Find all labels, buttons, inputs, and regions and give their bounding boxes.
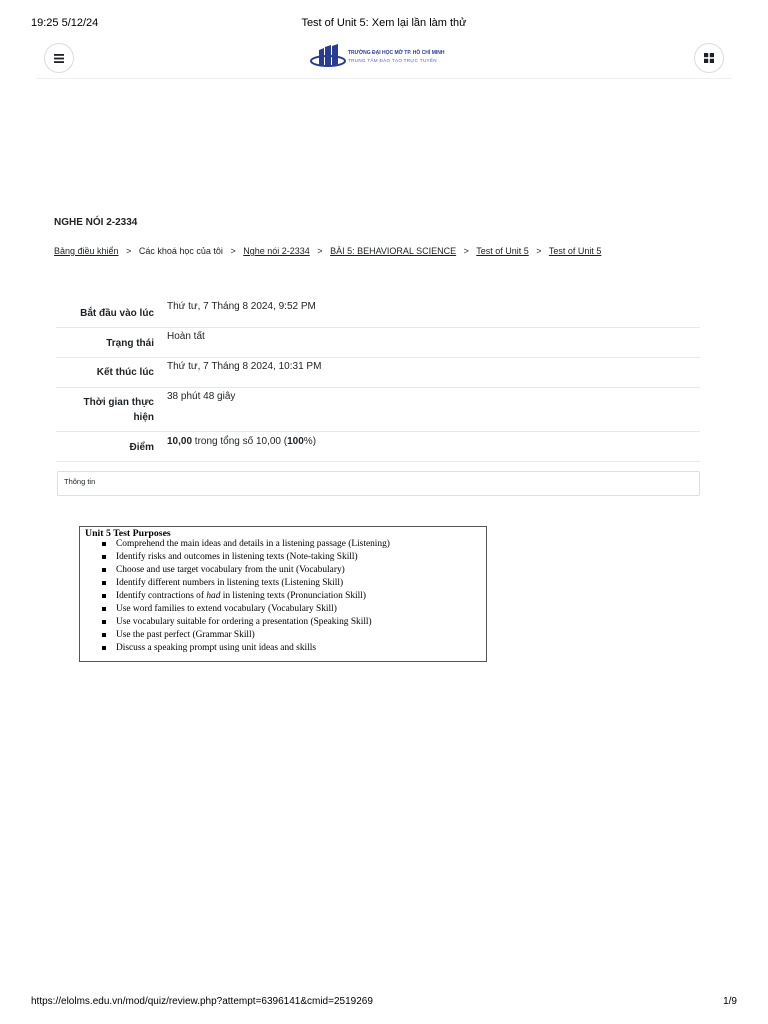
summary-row-completed (56, 358, 700, 388)
purpose-item: Use the past perfect (Grammar Skill) (80, 629, 390, 642)
purpose-item: Comprehend the main ideas and details in a listening passage (Listening) (80, 538, 390, 551)
completed-label: Kết thúc lúc (96, 367, 154, 378)
print-datetime: 19:25 5/12/24 (31, 17, 99, 29)
unit-test-purposes-box (79, 526, 487, 662)
started-value: Thứ tư, 7 Tháng 8 2024, 9:52 PM (167, 301, 316, 312)
state-value: Hoàn tất (167, 331, 205, 342)
breadcrumb-section[interactable]: BÀI 5: BEHAVIORAL SCIENCE (330, 246, 457, 256)
breadcrumb-quiz[interactable]: Test of Unit 5 (548, 246, 602, 256)
purpose-item: Discuss a speaking prompt using unit ideas and skills (80, 642, 390, 655)
breadcrumb-separator: > (230, 246, 236, 256)
grade-percent-suffix: %) (303, 436, 317, 447)
duration-label (56, 388, 167, 432)
course-index-button[interactable] (694, 43, 724, 73)
duration-label-line2: hiện (133, 412, 154, 423)
info-box-label: Thông tin (64, 477, 96, 486)
purpose-item (80, 590, 390, 603)
grade-label: Điểm (129, 442, 154, 453)
course-title: NGHE NÓI 2-2334 (54, 217, 138, 228)
duration-value: 38 phút 48 giây (167, 391, 236, 402)
print-page-title: Test of Unit 5: Xem lại lần làm thử (301, 17, 467, 29)
grid-apps-icon (704, 53, 714, 63)
info-box (57, 471, 700, 496)
attempt-summary-table (56, 293, 700, 462)
purpose-item-italic: had (206, 591, 221, 601)
grade-total-text: trong tổng số 10,00 ( (192, 436, 288, 447)
breadcrumb-separator: > (536, 246, 542, 256)
purpose-item-text: Identify contractions of (116, 591, 207, 601)
logo-text-center: TRUNG TÂM ĐÀO TẠO TRỰC TUYẾN (348, 58, 437, 63)
logo-text-university: TRƯỜNG ĐẠI HỌC MỞ TP. HỒ CHÍ MINH (348, 50, 445, 56)
grade-score: 10,00 (167, 436, 193, 447)
grade-percent: 100 (287, 436, 304, 447)
hamburger-menu-icon (54, 54, 64, 63)
purpose-item: Choose and use target vocabulary from the unit (Vocabulary) (80, 564, 390, 577)
purposes-title: Unit 5 Test Purposes (85, 528, 171, 539)
purpose-item: Identify different numbers in listening texts (Listening Skill) (80, 577, 390, 590)
breadcrumb-dashboard[interactable]: Bảng điều khiển (54, 246, 119, 256)
breadcrumb-course[interactable]: Nghe nói 2-2334 (243, 246, 310, 256)
completed-value: Thứ tư, 7 Tháng 8 2024, 10:31 PM (167, 361, 322, 372)
breadcrumb-separator: > (126, 246, 132, 256)
breadcrumb-quiz-parent[interactable]: Test of Unit 5 (476, 246, 529, 256)
purposes-list (80, 538, 390, 655)
state-label: Trạng thái (106, 338, 154, 349)
breadcrumb (54, 246, 601, 256)
summary-row-state (56, 328, 700, 358)
breadcrumb-my-courses: Các khoá học của tôi (138, 246, 223, 256)
drawer-toggle-button[interactable] (44, 43, 74, 73)
purpose-item: Use vocabulary suitable for ordering a presentation (Speaking Skill) (80, 616, 390, 629)
breadcrumb-separator: > (317, 246, 323, 256)
print-footer-url: https://elolms.edu.vn/mod/quiz/review.php?attempt=6396141&cmid=2519269 (31, 996, 373, 1007)
site-logo[interactable] (310, 44, 470, 70)
top-navbar (36, 40, 732, 79)
purpose-item-text: in listening texts (Pronunciation Skill) (220, 591, 366, 601)
breadcrumb-separator: > (463, 246, 469, 256)
purpose-item: Identify risks and outcomes in listening texts (Note-taking Skill) (80, 551, 390, 564)
grade-value (167, 432, 700, 462)
summary-row-grade (56, 432, 700, 462)
university-logo-icon (310, 44, 348, 70)
print-page-number: 1/9 (723, 996, 737, 1007)
summary-row-duration (56, 388, 700, 432)
started-label: Bắt đầu vào lúc (80, 308, 154, 319)
summary-row-started (56, 293, 700, 328)
duration-label-line1: Thời gian thực (83, 397, 154, 408)
purpose-item: Use word families to extend vocabulary (Vocabulary Skill) (80, 603, 390, 616)
